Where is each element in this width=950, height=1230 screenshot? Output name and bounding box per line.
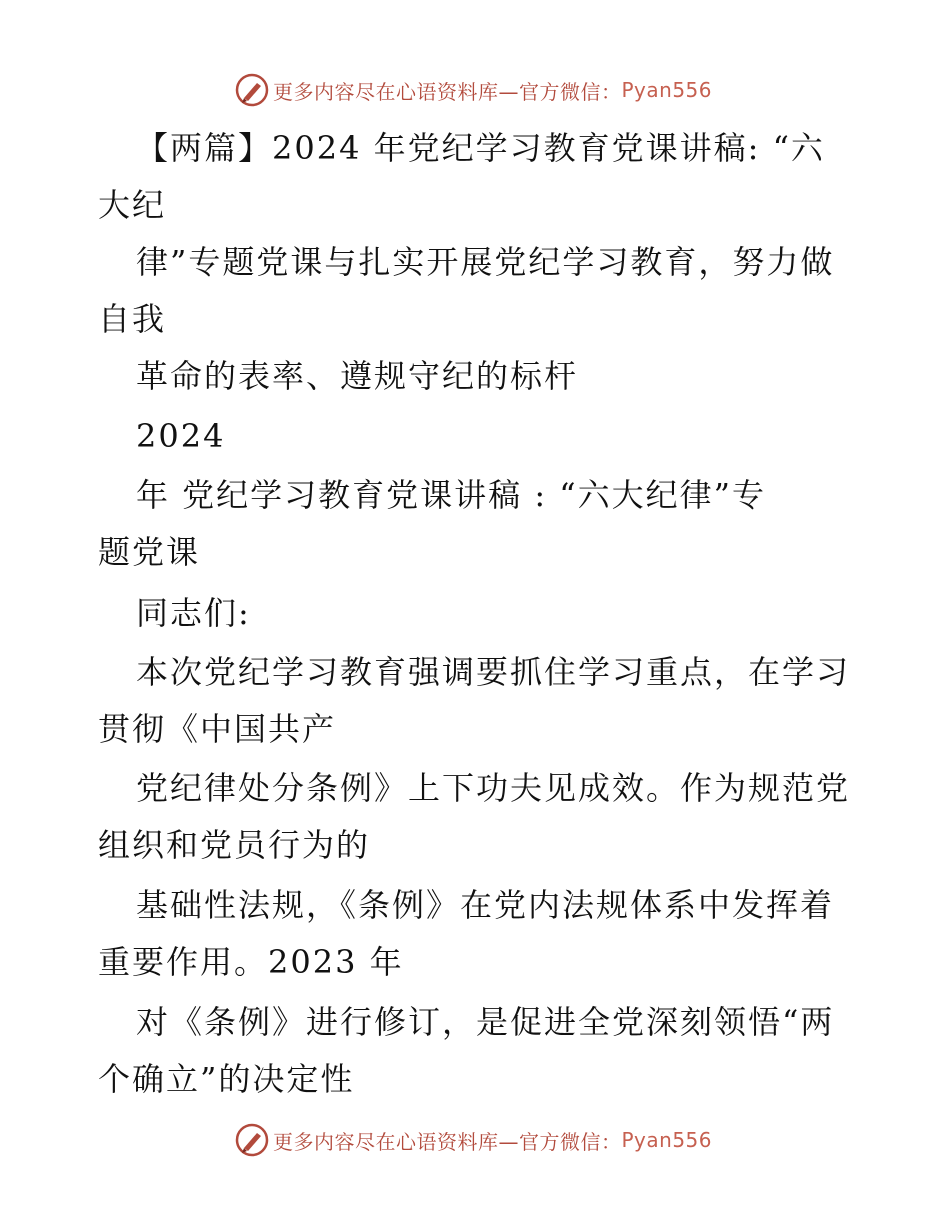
title-line-5: 革命的表率、遵规守纪的标杆	[136, 357, 579, 395]
footer-watermark	[235, 1122, 712, 1158]
paragraph-line: 贯彻《中国共产	[98, 710, 337, 748]
subtitle-line-1: 年 党纪学习教育党课讲稿 : “六大纪律”专	[136, 476, 767, 514]
pen-logo-icon	[235, 1123, 269, 1157]
paragraph-line: 本次党纪学习教育强调要抓住学习重点，在学习	[136, 653, 851, 691]
watermark-text: 更多内容尽在心语资料库—官方微信：	[273, 1129, 622, 1154]
title-line-4: 自我	[98, 300, 167, 338]
title-line-3: 律”专题党课与扎实开展党纪学习教育，努力做	[136, 243, 835, 281]
watermark-wechat-id: Pyan556	[621, 1128, 713, 1152]
header-watermark	[235, 72, 712, 108]
paragraph-line: 基础性法规，《条例》在党内法规体系中发挥着	[136, 886, 835, 924]
title-line-1: 【两篇】2024 年党纪学习教育党课讲稿: “六	[136, 129, 825, 167]
paragraph-line: 重要作用。2023 年	[98, 943, 404, 981]
title-line-2: 大纪	[98, 186, 167, 224]
pen-logo-icon	[235, 73, 269, 107]
paragraph-line: 党纪律处分条例》上下功夫见成效。作为规范党	[136, 769, 851, 807]
watermark-wechat-id: Pyan556	[621, 78, 713, 102]
subtitle-line-2: 题党课	[98, 533, 201, 571]
subtitle-year: 2024	[136, 417, 226, 455]
paragraph-line: 对《条例》进行修订，是促进全党深刻领悟“两	[136, 1003, 835, 1041]
paragraph-line: 个确立”的决定性	[98, 1060, 355, 1098]
paragraph-line: 组织和党员行为的	[98, 826, 371, 864]
salutation: 同志们:	[136, 594, 251, 632]
watermark-text: 更多内容尽在心语资料库—官方微信：	[273, 79, 622, 104]
